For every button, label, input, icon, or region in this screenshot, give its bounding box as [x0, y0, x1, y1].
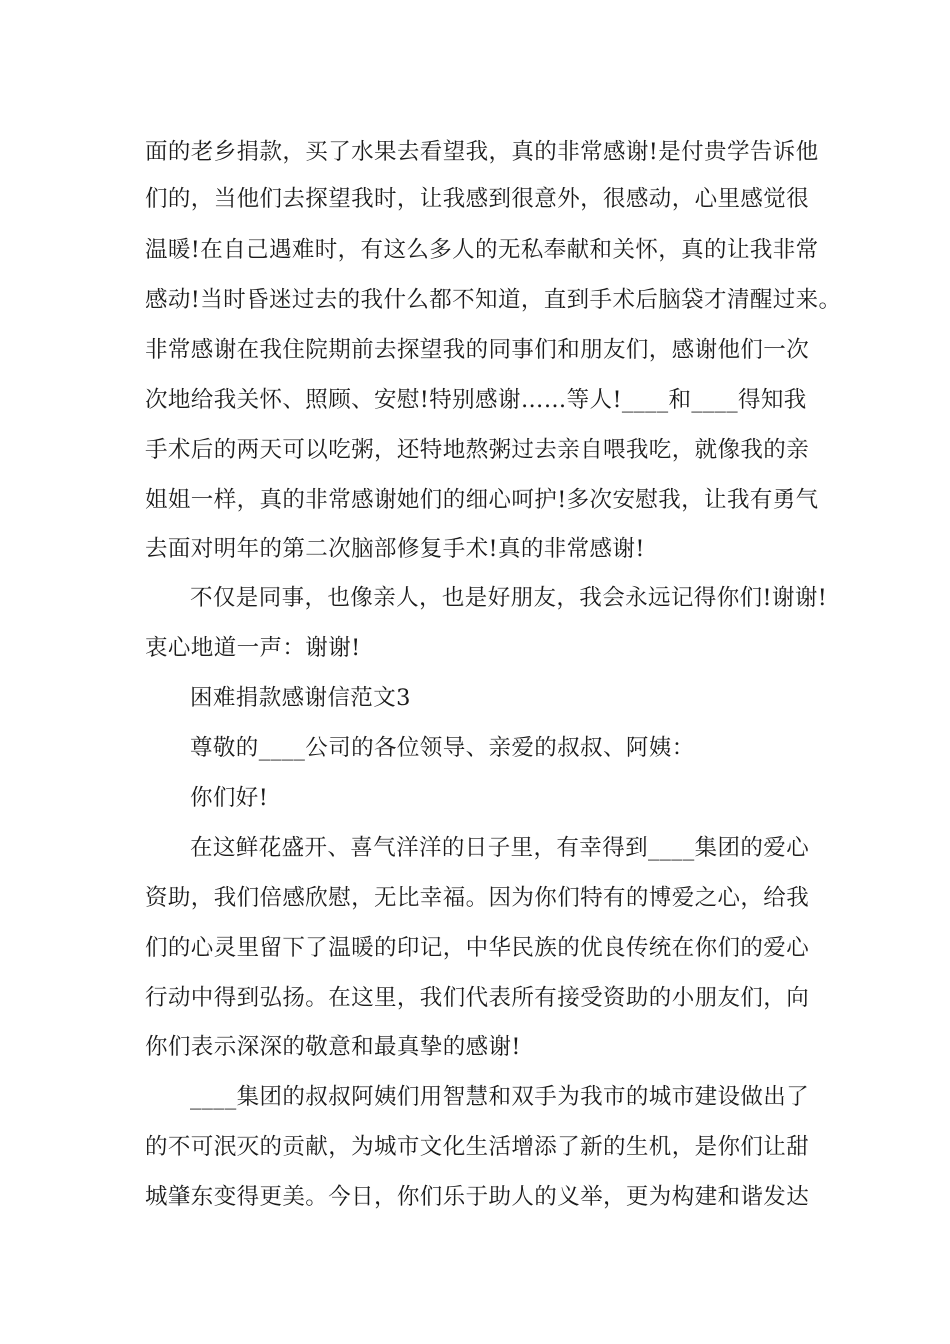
text-line: 你们表示深深的敬意和最真挚的感谢!	[145, 1034, 521, 1060]
text-line: ____集团的叔叔阿姨们用智慧和双手为我市的城市建设做出了	[190, 1084, 810, 1110]
text-line: 的不可泯灭的贡献，为城市文化生活增添了新的生机，是你们让甜	[145, 1134, 810, 1160]
text-line: 手术后的两天可以吃粥，还特地熬粥过去亲自喂我吃，就像我的亲	[145, 437, 810, 463]
text-line: 温暖!在自己遇难时，有这么多人的无私奉献和关怀，真的让我非常	[145, 237, 819, 263]
text-line: 非常感谢在我住院期前去探望我的同事们和朋友们，感谢他们一次	[145, 337, 810, 363]
text-line: 面的老乡捐款，买了水果去看望我，真的非常感谢!是付贵学告诉他	[145, 139, 819, 165]
greeting: 你们好!	[190, 785, 269, 811]
text-line: 资助，我们倍感欣慰，无比幸福。因为你们特有的博爱之心，给我	[145, 885, 810, 911]
text-line: 们的心灵里留下了温暖的印记，中华民族的优良传统在你们的爱心	[145, 935, 810, 961]
text-line: 感动!当时昏迷过去的我什么都不知道，直到手术后脑袋才清醒过来。	[145, 287, 842, 313]
text-line: 在这鲜花盛开、喜气洋洋的日子里，有幸得到____集团的爱心	[190, 835, 810, 861]
text-line: 去面对明年的第二次脑部修复手术!真的非常感谢!	[145, 536, 645, 562]
section-heading: 困难捐款感谢信范文3	[190, 685, 411, 711]
salutation: 尊敬的____公司的各位领导、亲爱的叔叔、阿姨：	[190, 735, 695, 761]
text-line: 行动中得到弘扬。在这里，我们代表所有接受资助的小朋友们，向	[145, 985, 810, 1011]
text-line: 城肇东变得更美。今日，你们乐于助人的义举，更为构建和谐发达	[145, 1184, 810, 1210]
text-line: 衷心地道一声：谢谢!	[145, 635, 361, 661]
text-line: 们的，当他们去探望我时，让我感到很意外，很感动，心里感觉很	[145, 186, 810, 212]
text-line: 不仅是同事，也像亲人，也是好朋友，我会永远记得你们!谢谢!	[190, 585, 828, 611]
text-line: 次地给我关怀、照顾、安慰!特别感谢……等人!____和____得知我	[145, 387, 807, 413]
text-line: 姐姐一样，真的非常感谢她们的细心呵护!多次安慰我，让我有勇气	[145, 487, 819, 513]
